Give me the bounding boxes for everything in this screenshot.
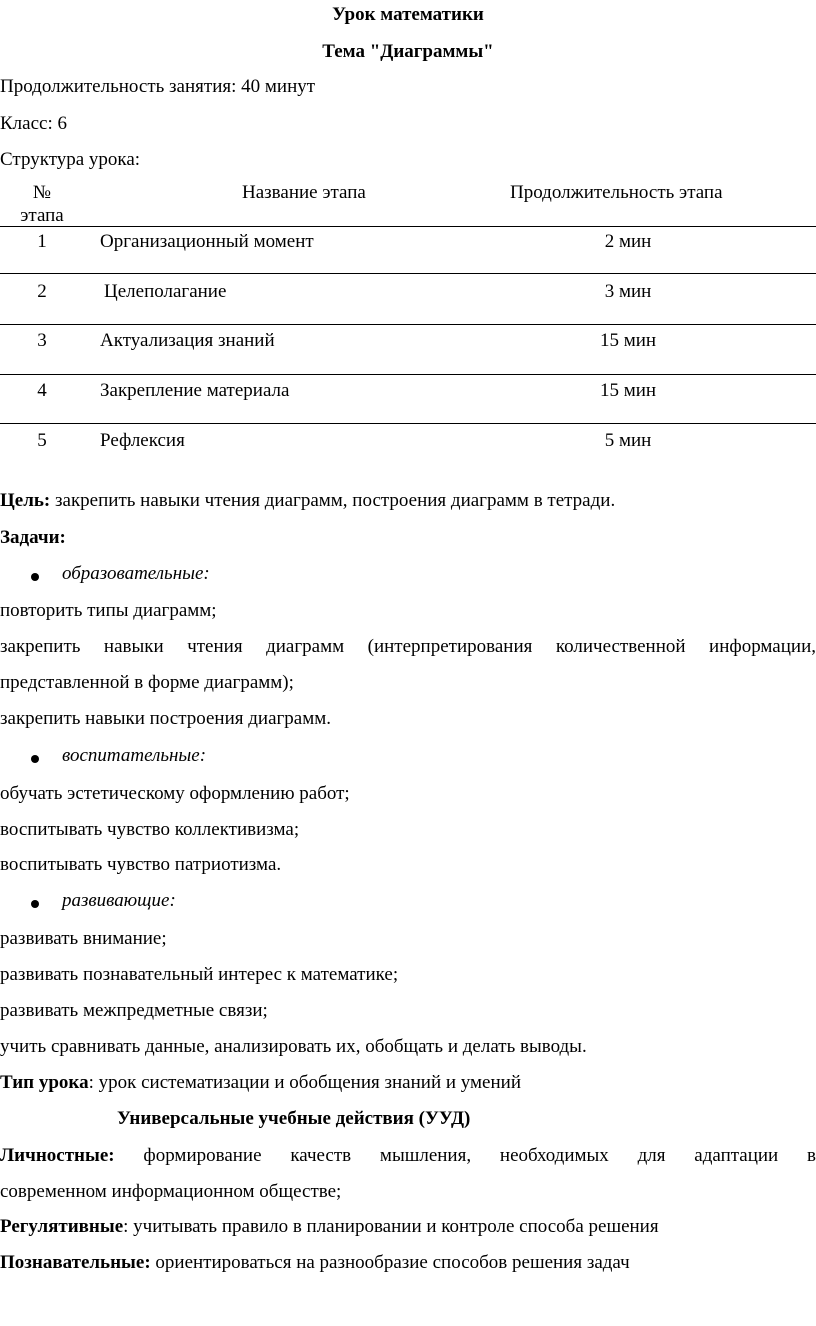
table-row-name: Актуализация знаний bbox=[100, 330, 275, 351]
bullet-icon bbox=[31, 755, 39, 763]
goal-text: закрепить навыки чтения диаграмм, построения диаграмм в тетради. bbox=[50, 490, 616, 511]
list-item: представленной в форме диаграмм); bbox=[0, 672, 294, 693]
personal bbox=[0, 1145, 816, 1167]
table-row-num: 2 bbox=[37, 281, 47, 302]
bullet-icon bbox=[31, 900, 39, 908]
table-row-duration: 5 мин bbox=[604, 430, 652, 451]
table-divider bbox=[0, 226, 816, 227]
goal-label: Цель: bbox=[0, 490, 51, 511]
cognitive-text: ориентироваться на разнообразие способов решения задач bbox=[150, 1252, 630, 1273]
header-num-sub: этапа bbox=[20, 205, 64, 226]
table-row-duration: 15 мин bbox=[599, 380, 657, 401]
regulative bbox=[0, 1216, 659, 1238]
list-item: воспитывать чувство патриотизма. bbox=[0, 854, 282, 875]
cognitive-label: Познавательные: bbox=[0, 1252, 151, 1273]
educational-label: образовательные: bbox=[62, 563, 210, 584]
grade: Класс: 6 bbox=[0, 113, 67, 134]
table-divider bbox=[0, 273, 816, 274]
header-name: Название этапа bbox=[242, 182, 366, 203]
personal-text: формирование качеств мышления, необходимых для адаптации в bbox=[143, 1145, 816, 1166]
developing-label: развивающие: bbox=[62, 890, 176, 911]
lesson-type-label: Тип урока bbox=[0, 1072, 89, 1093]
table-row-duration: 2 мин bbox=[604, 231, 652, 252]
lesson-type bbox=[0, 1072, 521, 1094]
list-item: учить сравнивать данные, анализировать их, обобщать и делать выводы. bbox=[0, 1036, 587, 1057]
table-row-num: 5 bbox=[37, 430, 47, 451]
goal bbox=[0, 490, 615, 512]
regulative-text: : учитывать правило в планировании и контроле способа решения bbox=[123, 1216, 659, 1237]
table-row-duration: 3 мин bbox=[604, 281, 652, 302]
table-row-num: 3 bbox=[37, 330, 47, 351]
list-item: закрепить навыки чтения диаграмм (интерпретирования количественной информации, bbox=[0, 636, 816, 657]
lesson-type-text: : урок систематизации и обобщения знаний и умений bbox=[88, 1072, 521, 1093]
table-divider bbox=[0, 374, 816, 375]
bullet-icon bbox=[31, 573, 39, 581]
structure-label: Структура урока: bbox=[0, 149, 141, 170]
list-item: обучать эстетическому оформлению работ; bbox=[0, 783, 350, 804]
tasks-label: Задачи: bbox=[0, 527, 66, 548]
table-row-num: 1 bbox=[37, 231, 47, 252]
list-item: повторить типы диаграмм; bbox=[0, 600, 217, 621]
upbringing-label: воспитательные: bbox=[62, 745, 207, 766]
table-row-name: Организационный момент bbox=[100, 231, 314, 252]
table-divider bbox=[0, 324, 816, 325]
cognitive bbox=[0, 1252, 630, 1274]
header-duration: Продолжительность этапа bbox=[510, 182, 723, 203]
lesson-duration: Продолжительность занятия: 40 минут bbox=[0, 76, 316, 97]
list-item: развивать познавательный интерес к математике; bbox=[0, 964, 399, 985]
page-title: Урок математики bbox=[332, 4, 484, 25]
list-item: воспитывать чувство коллективизма; bbox=[0, 819, 300, 840]
personal-label: Личностные: bbox=[0, 1145, 115, 1166]
list-item: развивать межпредметные связи; bbox=[0, 1000, 268, 1021]
list-item: развивать внимание; bbox=[0, 928, 167, 949]
table-divider bbox=[0, 423, 816, 424]
table-row-name: Закрепление материала bbox=[100, 380, 290, 401]
table-row-duration: 15 мин bbox=[599, 330, 657, 351]
personal-text-continued: современном информационном обществе; bbox=[0, 1181, 342, 1202]
list-item: закрепить навыки построения диаграмм. bbox=[0, 708, 332, 729]
header-num: № bbox=[32, 182, 52, 203]
lesson-topic: Тема "Диаграммы" bbox=[322, 41, 494, 62]
regulative-label: Регулятивные bbox=[0, 1216, 124, 1237]
table-row-name: Целеполагание bbox=[104, 281, 227, 302]
uud-title: Универсальные учебные действия (УУД) bbox=[117, 1108, 471, 1129]
table-row-name: Рефлексия bbox=[100, 430, 185, 451]
table-row-num: 4 bbox=[37, 380, 47, 401]
